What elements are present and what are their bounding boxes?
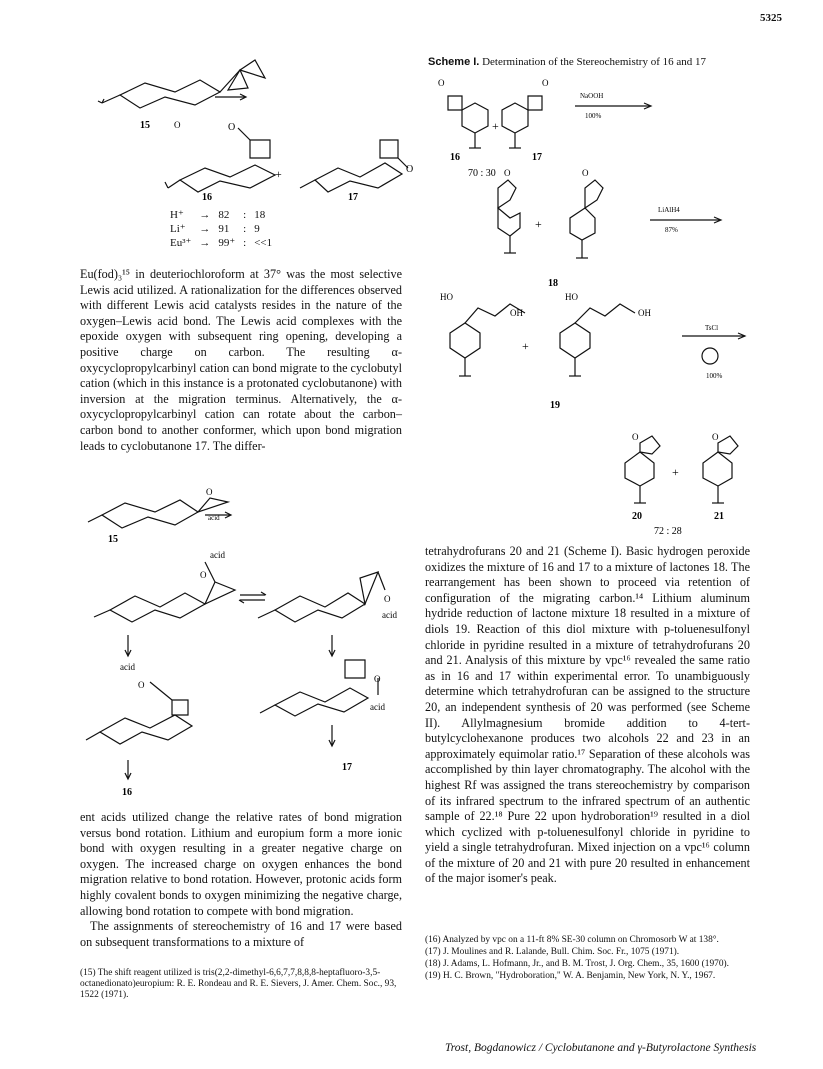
page-number: 5325 — [760, 12, 782, 24]
svg-text:O: O — [206, 487, 213, 497]
paragraph: tetrahydrofurans 20 and 21 (Scheme I). Basic hydrogen peroxide oxidizes the mixture of 16 and 17 to a mixture of lactones 18. The rearrangement has been shown to proceed via retention of configuration of the migrating carbon.¹⁴ Lithium aluminum hydride reduction of lactone mixture 18 resulted in a mixture of diols 19. Reaction of this diol mixture with p-toluenesulfonyl chloride in pyridine resulted in a mixture of tetrahydrofurans 20 and 21. Analysis of this mixture by vpc¹⁶ revealed the same ratio as in 16 and 17 within experimental error. To unambiguously determine which tetrahydrofuran can be assigned to the structure 20, an independent synthesis of 20 was performed (see Scheme II). Allylmagnesium bromide addition to 4-tert-butylcyclohexanone produces two alcohols 22 and 23 in an approximately equimolar ratio.¹⁷ Separation of these alcohols was accomplished by thin layer chromatography. The alcohol with the highest Rf was assigned the trans stereochemistry by comparison of its infrared spectrum to the infrared spectrum of an authentic sample of 22.¹⁸ Pure 22 upon hydroboration¹⁹ resulted in a diol which cyclized with p-toluenesulfonyl chloride in pyridine to yield a single tetrahydrofuran. Mixed injection on a vpc¹⁶ column of the mixture of 20 and 21 with pure 20 resulted in enhancement of the major isomer's peak. — [425, 544, 750, 886]
scheme-title — [428, 56, 706, 68]
yield-3: 100% — [706, 372, 723, 380]
table-cell-sep: : — [243, 208, 247, 221]
svg-text:O: O — [504, 168, 511, 178]
footnote-16: (16) Analyzed by vpc on a 11-ft 8% SE-30 column on Chromosorb W at 138°. — [425, 935, 719, 945]
compound-16-label: 16 — [122, 787, 132, 798]
svg-text:O: O — [200, 570, 207, 580]
page-footer: Trost, Bogdanowicz / Cyclobutanone and γ-Butyrolactone Synthesis — [445, 1042, 757, 1054]
table-row — [170, 222, 280, 236]
footnote-15: (15) The shift reagent utilized is tris(2,2-dimethyl-6,6,7,7,8,8,8-heptafluoro-3,5-octanedionato)europium: R. E. Rondeau and R. E. Sievers, J. Amer. Chem. Soc., 93, 1522 (1971). — [80, 968, 397, 1000]
svg-text:O: O — [542, 78, 549, 88]
table-cell-a: 82 — [218, 208, 230, 221]
svg-text:O: O — [228, 122, 236, 133]
table-cell-sep: : — [243, 236, 247, 249]
footnote-18: (18) J. Adams, L. Hofmann, Jr., and B. M. Trost, J. Org. Chem., 35, 1600 (1970). — [425, 959, 729, 969]
acid-ratio-table — [170, 208, 280, 250]
scheme-caption: Determination of the Stereochemistry of 16 and 17 — [482, 56, 707, 68]
reagent-lialh4: LiAlH4 — [658, 206, 680, 214]
yield-2: 87% — [665, 226, 678, 234]
scheme-1-figure — [420, 68, 760, 538]
svg-text:HO: HO — [440, 292, 453, 302]
table-cell-ion: Eu³⁺ — [170, 237, 192, 249]
table-cell-a: 91 — [218, 222, 230, 235]
ratio-16-17: 70 : 30 — [468, 168, 496, 179]
plus-sign: + — [275, 167, 282, 181]
table-cell-b: <<1 — [254, 236, 273, 249]
svg-text:HO: HO — [565, 292, 578, 302]
left-footnote — [80, 968, 402, 1002]
svg-text:O: O — [138, 680, 145, 690]
svg-text:O: O — [438, 78, 445, 88]
acid-label: acid — [120, 662, 135, 672]
svg-text:O: O — [374, 674, 381, 684]
compound-17-label: 17 — [348, 192, 358, 203]
svg-text:O: O — [582, 168, 589, 178]
compound-15-label: 15 — [108, 534, 118, 545]
paragraph: The assignments of stereochemistry of 16 and 17 were based on subsequent transformations to a mixture of — [80, 919, 402, 949]
acid-label: acid — [370, 702, 385, 712]
table-cell-ion: Li⁺ — [170, 223, 186, 235]
compound-15-label: 15 — [140, 120, 150, 131]
plus-sign: + — [492, 119, 499, 133]
left-column-text-2 — [80, 810, 402, 950]
svg-text:O: O — [712, 432, 719, 442]
acid-label: acid — [382, 610, 397, 620]
compound-20-label: 20 — [632, 511, 642, 522]
table-cell-arrow: → — [199, 222, 211, 235]
footnote-17: (17) J. Moulines and R. Lalande, Bull. Chim. Soc. Fr., 1075 (1971). — [425, 947, 680, 957]
ratio-20-21: 72 : 28 — [654, 526, 682, 537]
right-footnotes — [425, 935, 750, 983]
svg-text:O: O — [406, 164, 414, 175]
table-cell-ion: H⁺ — [170, 209, 184, 221]
footnote-19: (19) H. C. Brown, "Hydroboration," W. A. Benjamin, New York, N. Y., 1967. — [425, 971, 716, 981]
compound-16-label: 16 — [450, 152, 460, 163]
table-cell-arrow: → — [199, 236, 211, 249]
right-column-text — [425, 544, 750, 887]
compound-16-label: 16 — [202, 192, 212, 203]
svg-text:OH: OH — [510, 308, 523, 318]
yield-1: 100% — [585, 112, 602, 120]
paragraph: Eu(fod)₃¹⁵ in deuteriochloroform at 37° was the most selective Lewis acid utilized. A rationalization for the differences observed with different Lewis acid catalysts resides in the nature of the oxygen–Lewis acid bond. The Lewis acid complexes with the epoxide oxygen with subsequent ring opening, developing a positive charge on carbon. The resulting α-oxycyclopropylcarbinyl cation can bond migrate to the cyclobutyl cation (which in this instance is a protonated cyclobutanone) with inversion at the migration terminus. Alternatively, the α-oxycyclopropylcarbinyl cation can rotate about the carbon–carbon bond to another conformer, which upon bond migration leads to cyclobutanone 17. The differ- — [80, 267, 402, 453]
rearrangement-scheme — [80, 50, 420, 210]
compound-21-label: 21 — [714, 511, 724, 522]
svg-text:OH: OH — [638, 308, 651, 318]
table-row — [170, 208, 280, 222]
compound-18-label: 18 — [548, 278, 558, 289]
compound-17-label: 17 — [532, 152, 542, 163]
paragraph: ent acids utilized change the relative rates of bond migration versus bond rotation. Lithium and europium form a more ionic bond with oxygen resulting in a greater negative charge on oxygen. The increased charge on oxygen enhances the bond migration relative to bond rotation. However, protonic acids form highly covalent bonds to oxygen minimizing the negative charge, allowing bond rotation to compete with bond migration. — [80, 810, 402, 918]
compound-19-label: 19 — [550, 400, 560, 411]
table-row — [170, 236, 280, 250]
table-cell-b: 18 — [254, 208, 266, 221]
acid-label: acid — [208, 514, 220, 522]
plus-sign: + — [522, 339, 529, 353]
left-column-text-1 — [80, 267, 402, 454]
svg-text:O: O — [174, 120, 181, 130]
svg-text:O: O — [384, 594, 391, 604]
reagent-tscl: TsCl — [705, 324, 719, 332]
plus-sign: + — [535, 217, 542, 231]
table-cell-a: 99⁺ — [218, 237, 236, 249]
mechanism-scheme — [80, 470, 420, 800]
acid-label: acid — [210, 550, 225, 560]
plus-sign: + — [672, 465, 679, 479]
table-cell-sep: : — [243, 222, 247, 235]
table-cell-arrow: → — [199, 208, 211, 221]
scheme-label: Scheme I. — [428, 56, 480, 68]
compound-17-label: 17 — [342, 762, 352, 773]
reagent-naooh: NaOOH — [580, 92, 604, 100]
svg-text:O: O — [632, 432, 639, 442]
table-cell-b: 9 — [254, 222, 260, 235]
